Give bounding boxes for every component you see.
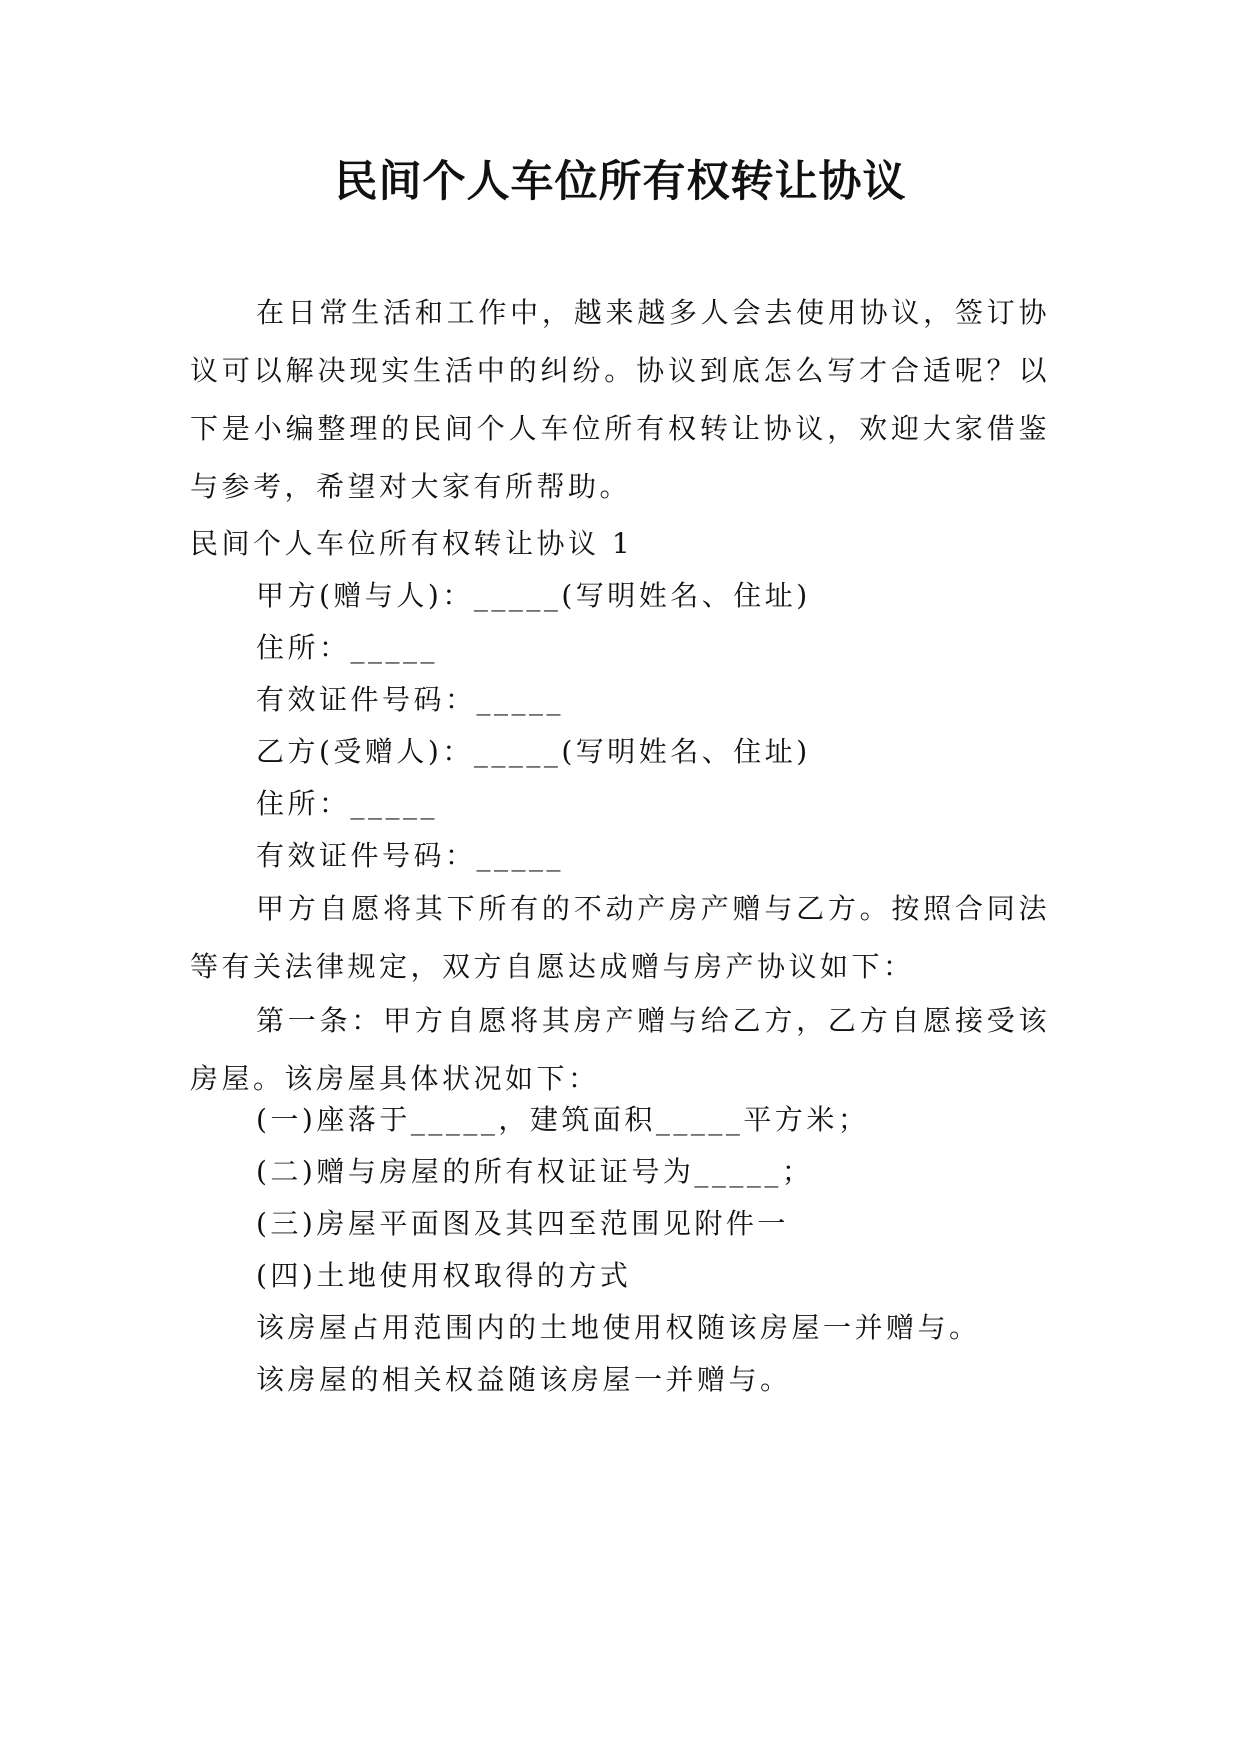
party-b-address: 住所：_____ xyxy=(256,787,439,820)
article-one-paragraph: 第一条：甲方自愿将其房产赠与给乙方，乙方自愿接受该房屋。该房屋具体状况如下： xyxy=(190,1004,1050,1095)
item-4: (四)土地使用权取得的方式 xyxy=(256,1259,632,1292)
party-a-address: 住所：_____ xyxy=(256,631,439,664)
section-heading: 民间个人车位所有权转让协议 1 xyxy=(190,527,634,560)
party-a-line: 甲方(赠与人)：_____(写明姓名、住址) xyxy=(256,579,811,612)
party-a-id: 有效证件号码：_____ xyxy=(256,683,565,716)
note-1: 该房屋占用范围内的土地使用权随该房屋一并赠与。 xyxy=(256,1311,981,1344)
item-1: (一)座落于_____，建筑面积_____平方米； xyxy=(256,1103,870,1136)
intro-paragraph: 在日常生活和工作中，越来越多人会去使用协议，签订协议可以解决现实生活中的纠纷。协议到底怎么写才合适呢？以下是小编整理的民间个人车位所有权转让协议，欢迎大家借鉴与参考，希望对大家有所帮助。 xyxy=(190,296,1050,503)
clause-intro-paragraph: 甲方自愿将其下所有的不动产房产赠与乙方。按照合同法等有关法律规定，双方自愿达成赠与房产协议如下： xyxy=(190,892,1050,983)
note-2: 该房屋的相关权益随该房屋一并赠与。 xyxy=(256,1363,792,1396)
party-b-id: 有效证件号码：_____ xyxy=(256,839,565,872)
item-2: (二)赠与房屋的所有权证证号为_____； xyxy=(256,1155,814,1188)
party-b-line: 乙方(受赠人)：_____(写明姓名、住址) xyxy=(256,735,811,768)
document-title: 民间个人车位所有权转让协议 xyxy=(334,157,907,207)
item-3: (三)房屋平面图及其四至范围见附件一 xyxy=(256,1207,789,1240)
